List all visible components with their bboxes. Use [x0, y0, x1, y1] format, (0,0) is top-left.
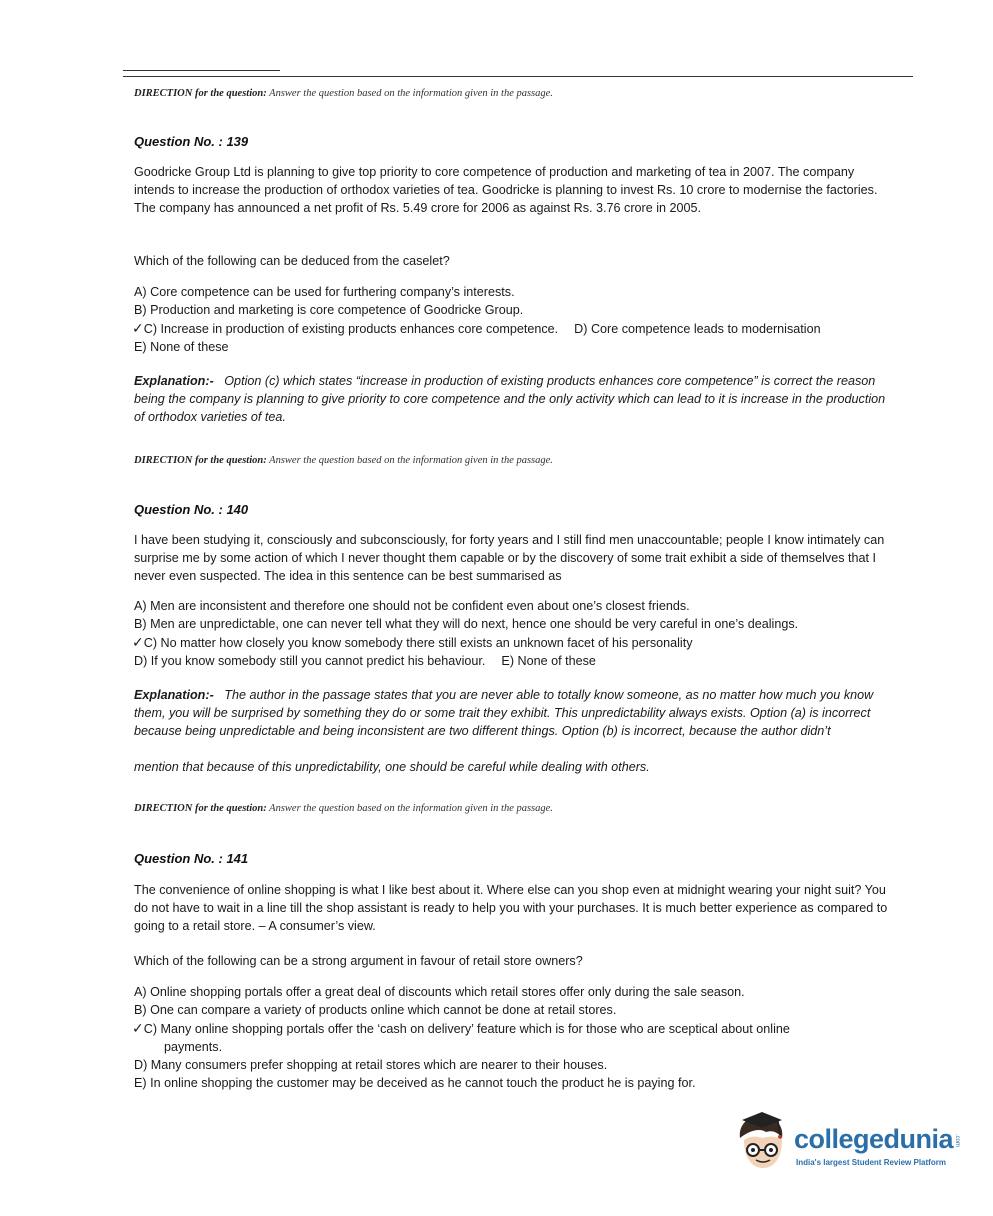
option-c: C) No matter how closely you know somebody there still exists an unknown facet of his personality [143, 636, 693, 650]
question-number: Question No. : 140 [134, 502, 249, 517]
option-c: C) Many online shopping portals offer the ‘cash on delivery’ feature which is for those who are sceptical about online [143, 1022, 790, 1036]
logo-com: .com [954, 1134, 960, 1148]
question-number: Question No. : 139 [134, 134, 249, 149]
logo-tagline: India's largest Student Review Platform [796, 1158, 946, 1167]
option-d: D) Many consumers prefer shopping at retail stores which are nearer to their houses. [134, 1058, 608, 1072]
options-list [134, 983, 914, 1092]
explanation: Explanation:- The author in the passage states that you are never able to totally know someone, as no matter how much you know them, you will be surprised by something they do or some trait they exhibit. This unpredictability always exists. Option (a) is incorrect because being unpredictable and being inconsistent are two different things. Option (b) is incorrect, because the author didn’t [134, 688, 874, 738]
direction-line: DIRECTION for the question: Answer the question based on the information given in the passage. [134, 88, 553, 99]
question-number: Question No. : 141 [134, 851, 249, 866]
option-c-row [134, 633, 914, 652]
question-prompt: Which of the following can be a strong argument in favour of retail store owners? [134, 954, 583, 968]
option-a: A) Online shopping portals offer a great deal of discounts which retail stores offer only during the sale season. [134, 985, 745, 999]
header-rule [123, 76, 913, 77]
explanation: Explanation:- Option (c) which states “increase in production of existing products enhances core competence” is correct the reason being the company is planning to give priority to core competence and the only activity which can lead to it is increase in the production of orthodox varieties of tea. [134, 374, 886, 424]
option-a: A) Core competence can be used for furthering company’s interests. [134, 285, 515, 299]
question-passage: Goodricke Group Ltd is planning to give top priority to core competence of production and marketing of tea in 2007. The company intends to increase the production of orthodox varieties of tea. Goodricke is planning to invest Rs. 10 crore to modernise the factories. The company has announced a net profit of Rs. 5.49 crore for 2006 as against Rs. 3.76 crore in 2005. [134, 165, 878, 215]
question-prompt: Which of the following can be deduced from the caselet? [134, 254, 450, 268]
collegedunia-logo [732, 1110, 962, 1190]
question-passage: The convenience of online shopping is what I like best about it. Where else can you shop even at midnight wearing your night suit? You do not have to wait in a line till the shop assistant is ready to help you with your purchases. It is much better experience as compared to going to a retail store. – A consumer’s view. [134, 883, 888, 933]
options-list [134, 597, 914, 670]
option-c-row [134, 319, 914, 338]
option-b: B) Production and marketing is core competence of Goodricke Group. [134, 303, 524, 317]
option-b: B) Men are unpredictable, one can never tell what they will do next, hence one should be very careful in one’s dealings. [134, 617, 799, 631]
logo-brand: collegedunia [794, 1124, 954, 1154]
option-b: B) One can compare a variety of products online which cannot be done at retail stores. [134, 1003, 617, 1017]
option-d: D) Core competence leads to modernisation [574, 322, 821, 336]
question-passage: I have been studying it, consciously and subconsciously, for forty years and I still find men unaccountable; people I know intimately can surprise me by some action of which I never thought them capable or by the discovery of some trait exhibit a side of themselves that I never even suspected. The idea in this sentence can be best summarised as [134, 533, 885, 583]
option-d-row [134, 652, 914, 670]
option-d: D) If you know somebody still you cannot predict his behaviour. [134, 654, 486, 668]
direction-line: DIRECTION for the question: Answer the question based on the information given in the passage. [134, 455, 553, 466]
mascot-icon [732, 1110, 794, 1180]
checkmark-icon: ✓ [132, 320, 144, 336]
direction-line: DIRECTION for the question: Answer the question based on the information given in the passage. [134, 803, 553, 814]
header-rule-short [123, 70, 280, 71]
options-list [134, 283, 914, 356]
option-e: E) None of these [501, 654, 596, 668]
checkmark-icon: ✓ [132, 634, 144, 650]
option-a: A) Men are inconsistent and therefore one should not be confident even about one’s closest friends. [134, 599, 690, 613]
option-c-row [134, 1019, 914, 1038]
option-c: C) Increase in production of existing products enhances core competence. [143, 322, 559, 336]
explanation-continued: mention that because of this unpredictability, one should be careful while dealing with others. [134, 760, 650, 774]
option-c-continued: payments. [164, 1040, 223, 1054]
option-e: E) In online shopping the customer may be deceived as he cannot touch the product he is paying for. [134, 1076, 696, 1090]
option-e: E) None of these [134, 340, 229, 354]
checkmark-icon: ✓ [132, 1020, 144, 1036]
